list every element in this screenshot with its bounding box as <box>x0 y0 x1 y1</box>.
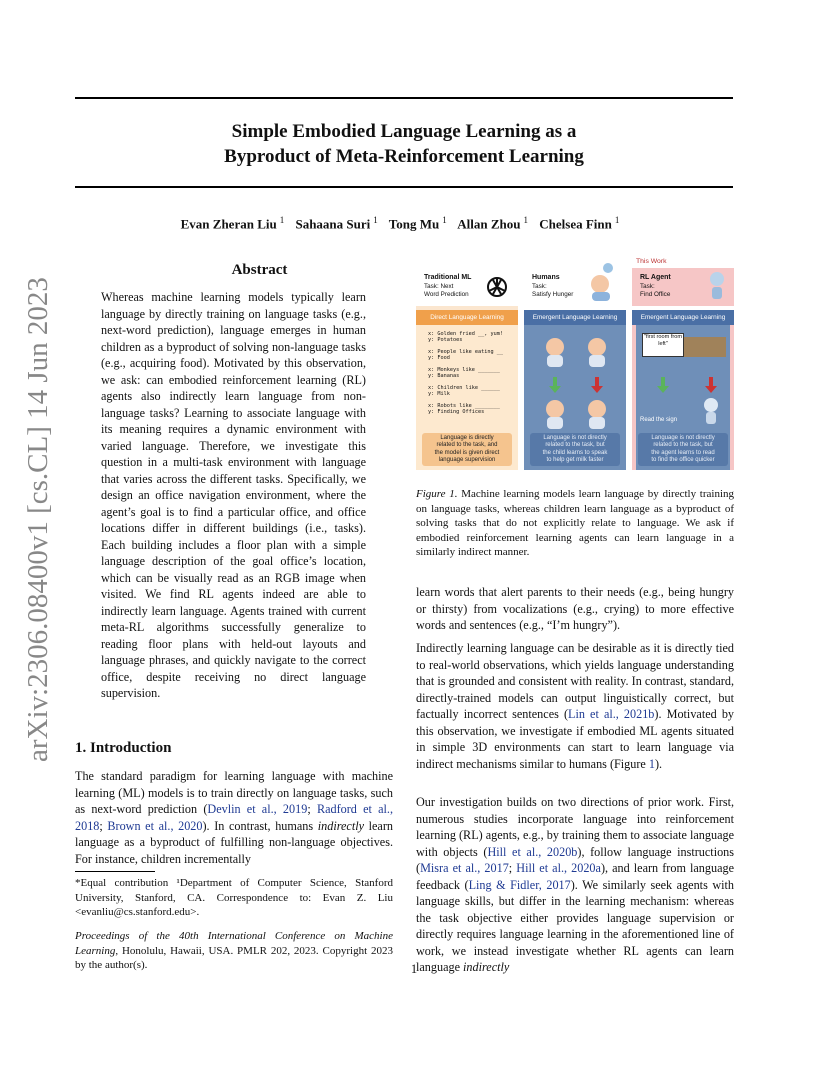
this-work-label: This Work <box>636 258 667 265</box>
text: ), follow language instructions ( <box>416 844 735 875</box>
example-input: x: People like eating __ <box>428 349 503 355</box>
figure-column-humans <box>524 268 626 470</box>
column-task <box>424 283 469 299</box>
openai-logo-icon <box>484 274 510 300</box>
author-name: Allan Zhou <box>457 216 521 232</box>
example-pair <box>428 331 503 343</box>
summary-line: the child learns to speak <box>542 449 608 456</box>
author-name: Chelsea Finn <box>539 216 612 232</box>
summary-line: Language is not directly <box>543 435 607 441</box>
text: ). In contrast, humans <box>202 818 318 833</box>
summary-line: Language is not directly <box>651 435 715 441</box>
summary-line: language supervision <box>438 457 496 464</box>
example-output: y: Bananas <box>428 373 460 379</box>
humans-panel <box>524 325 626 470</box>
summary-line: related to the task, but <box>653 442 713 449</box>
down-arrow-icon <box>705 377 717 393</box>
figure-column-traditional-ml <box>416 268 518 470</box>
top-rule <box>75 97 733 99</box>
page-number: 1 <box>410 962 418 976</box>
task-line: Task: <box>532 283 547 290</box>
citation-link[interactable]: Hill et al., 2020b <box>487 844 578 859</box>
column-header <box>416 268 518 306</box>
summary-line: the agent learns to read <box>651 449 715 456</box>
baby-icon <box>584 397 610 431</box>
proceedings-name: Proceedings of the 40th International Conference on Machine Learning <box>75 930 393 957</box>
citation-link[interactable]: Hill et al., 2020a <box>516 861 601 875</box>
task-line: Task: <box>640 283 655 290</box>
down-arrow-icon <box>657 377 669 393</box>
title-line-1: Simple Embodied Language Learning as a <box>231 121 577 142</box>
direct-learning-band: Direct Language Learning <box>416 310 518 325</box>
summary-line: Language is directly <box>440 435 494 441</box>
rl-agent-panel <box>632 325 734 470</box>
text: ; <box>99 818 108 833</box>
down-arrow-icon <box>591 377 603 393</box>
floor-plan-sign <box>642 333 684 357</box>
example-output: y: Finding Offices <box>428 409 485 415</box>
example-input: x: Monkeys like _______ <box>428 367 500 373</box>
robot-icon <box>706 270 728 304</box>
column-header <box>632 268 734 306</box>
body-paragraph <box>416 794 734 976</box>
column-summary <box>638 433 728 466</box>
affiliation-mark: 1 <box>373 215 378 225</box>
author-name: Tong Mu <box>388 216 440 232</box>
baby-icon <box>586 262 618 302</box>
column-title: RL Agent <box>640 274 671 281</box>
arxiv-identifier: arXiv:2306.08400v1 [cs.CL] 14 Jun 2023 <box>22 277 54 762</box>
down-arrow-icon <box>549 377 561 393</box>
summary-line: to find the office quicker <box>651 457 715 464</box>
citation-link[interactable]: Ling & Fidler, 2017 <box>468 877 571 892</box>
text: ; <box>508 861 517 875</box>
text: ; <box>307 802 317 816</box>
emergent-learning-band: Emergent Language Learning <box>524 310 626 325</box>
example-input: x: Robots like ________ <box>428 403 500 409</box>
intro-paragraph <box>75 768 393 867</box>
robot-icon <box>700 397 722 427</box>
office-scene <box>684 337 726 357</box>
text: Our investigation builds on two directions of prior work. First, numerous studies incorporate language into reinforcement learning (RL) agents, e.g., by training them to associate language with objects ( <box>416 795 734 859</box>
task-line: Find Office <box>640 291 671 298</box>
author-name: Sahaana Suri <box>295 216 371 232</box>
example-output: y: Food <box>428 355 450 361</box>
affiliation-mark: 1 <box>279 215 285 225</box>
author-name: Evan Zheran Liu <box>180 216 277 232</box>
citation-link[interactable]: Misra et al., 2017 <box>420 861 509 875</box>
citation-link[interactable]: Brown et al., 2020 <box>107 818 203 833</box>
abstract-heading: Abstract <box>231 262 288 278</box>
caption-label: Figure 1. <box>416 488 458 500</box>
examples-panel <box>416 325 518 470</box>
summary-line: related to the task, and <box>436 442 498 449</box>
body-paragraph <box>416 640 734 772</box>
column-summary <box>422 433 512 466</box>
emphasis: indirectly <box>317 818 365 833</box>
introduction-heading: 1. Introduction <box>75 740 172 756</box>
figure-reference-link[interactable]: 1 <box>648 756 655 771</box>
text: , Honolulu, Hawaii, USA. PMLR 202, 2023. Copyright 2023 by the author(s). <box>75 944 393 971</box>
example-output: y: Potatoes <box>428 337 463 343</box>
paper-title <box>75 119 733 169</box>
affiliation-mark: 1 <box>523 215 529 225</box>
example-output: y: Milk <box>428 391 450 397</box>
title-bottom-rule <box>75 186 733 188</box>
example-pair <box>428 367 500 379</box>
text: Indirectly learning language can be desirable as it is directly tied to real-world observations, which yields language understanding that is grounded and consistent with reality. In contrast, standard, directly-trained models can output linguistically correct, but factually incorrect sentences ( <box>416 641 734 721</box>
column-header <box>524 268 626 306</box>
text: learn language as a byproduct of fulfilling non-language objectives. For instance, children incrementally <box>75 818 393 866</box>
figure-caption <box>416 487 734 560</box>
abstract-text: Whereas machine learning models typically learn language by directly training on language tasks (e.g., next-word prediction), language emerges in human children as a byproduct of solving non-language tasks (e.g., acquiring food). Motivated by this observation, we ask: can embodied reinforcement learning (RL) agents also indirectly learn language from non-language tasks? Learning to associate language with its meaning requires a dynamic environment with varied language. Therefore, we investigate this question in a multi-task environment with language that varies across the different tasks. Specifically, we design an office navigation environment, where the agent’s goal is to find a particular office, and office locations differ in different buildings (i.e., tasks). Each building includes a floor plan with a simple language description of the goal office’s location, which can be visually read as an RGB image when visited. We find RL agents indeed are able to indirectly learn language. Agents trained with current meta-RL algorithms successfully generalize to reading floor plans with held-out layouts and language phrases, and quickly navigate to the correct office, despite receiving no direct language supervision. <box>101 290 366 700</box>
text: ). We similarly seek agents with language skills, but differ in the learning mechanism: whereas the task objective either provides language supervision or directly requires language learning in the aforementioned line of work, we instead investigate whether RL agents can learn language <box>416 877 735 974</box>
author-list <box>75 215 733 232</box>
title-line-2: Byproduct of Meta-Reinforcement Learning <box>224 146 584 167</box>
figure-1 <box>416 258 734 470</box>
citation-link[interactable]: Lin et al., 2021b <box>568 707 655 721</box>
task-line: Task: Next <box>424 283 454 290</box>
emphasis: indirectly <box>463 960 510 974</box>
example-pair <box>428 403 500 415</box>
body-paragraph: learn words that alert parents to their needs (e.g., being hungry or thirsty) from vocalizations (e.g., crying) to more effective words and sentences (e.g., “I’m hungry”). <box>416 585 734 632</box>
crying-baby-icon <box>542 335 568 369</box>
column-title: Traditional ML <box>424 274 472 281</box>
affiliation-mark: 1 <box>614 215 620 225</box>
example-pair <box>428 349 503 361</box>
example-input: x: Golden fried __, yum! <box>428 331 503 337</box>
baby-icon <box>542 397 568 431</box>
column-task <box>640 283 670 299</box>
caption-text: Machine learning models learn language by directly training on language tasks, whereas children learn language as a byproduct of solving tasks that do not explicitly relate to language. We ask if embodied reinforcement learning agents can learn language in a similarly indirect manner. <box>416 488 735 558</box>
example-input: x: Children like ______ <box>428 385 500 391</box>
footnote-rule <box>75 871 155 872</box>
sign-text: "first room from left" <box>643 334 683 347</box>
citation-link[interactable]: Devlin et al., 2019 <box>207 802 308 816</box>
column-title: Humans <box>532 274 560 281</box>
text: ). Motivated by this observation, we investigate if embodied ML agents situated in simple 3D environments can start to learn language via indirect mechanisms similar to humans (Figure <box>416 707 735 771</box>
task-line: Satisfy Hunger <box>532 291 574 298</box>
summary-line: related to the task, but <box>545 442 605 449</box>
example-pair <box>428 385 500 397</box>
footnote-affiliation: *Equal contribution ¹Department of Computer Science, Stanford University, Stanford, CA. Correspondence to: Evan Z. Liu <evanliu@cs.stanford.edu>. <box>75 877 393 918</box>
read-sign-label: Read the sign <box>640 417 678 423</box>
figure-column-rl-agent <box>632 268 734 470</box>
affiliation-mark: 1 <box>442 215 447 225</box>
column-task <box>532 283 573 299</box>
baby-icon <box>584 335 610 369</box>
column-summary <box>530 433 620 466</box>
task-line: Word Prediction <box>424 291 469 298</box>
text: The standard paradigm for learning language with machine learning (ML) models is to train directly on language tasks, such as next-word prediction ( <box>75 769 393 816</box>
emergent-learning-band: Emergent Language Learning <box>632 310 734 325</box>
text: ). <box>654 756 663 771</box>
summary-line: the model is given direct <box>434 449 500 456</box>
citation-link[interactable]: Radford et al., 2018 <box>75 802 394 833</box>
text: ), and learn from language feedback ( <box>416 861 734 892</box>
summary-line: to help get milk faster <box>546 457 604 464</box>
